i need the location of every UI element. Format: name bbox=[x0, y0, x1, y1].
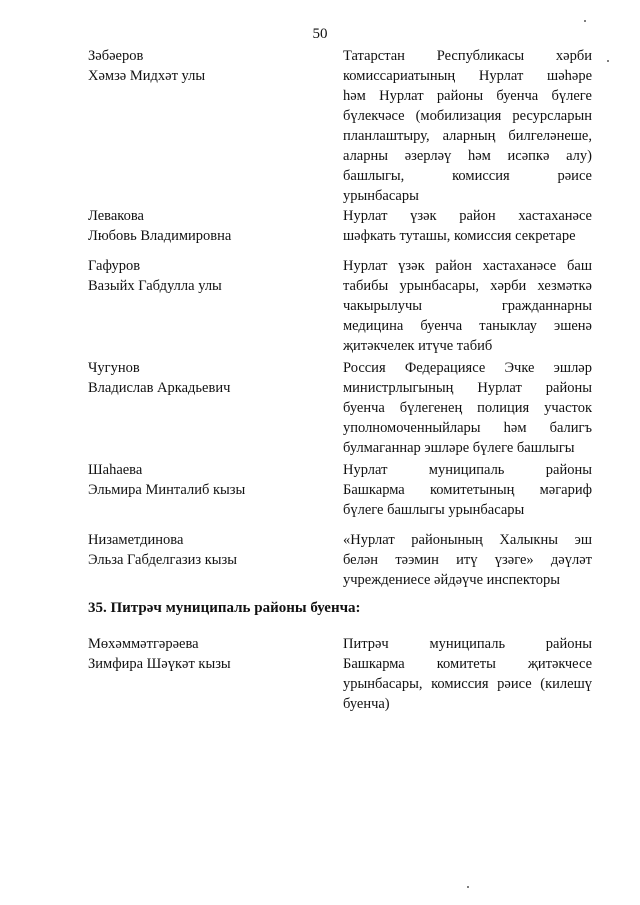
position-line: җитәкчелек итүче табиб bbox=[343, 338, 493, 354]
member-surname: Чугунов bbox=[88, 360, 140, 376]
position-line: уполномоченныйлары һәм балигъ bbox=[343, 420, 592, 436]
position-line: аларны әзерләү һәм исәпкә алу) bbox=[343, 148, 592, 164]
position-line: Башкарма комитетының мәгариф bbox=[343, 482, 592, 498]
member-surname: Гафуров bbox=[88, 258, 141, 274]
member-name bbox=[88, 256, 343, 356]
member-entry bbox=[88, 206, 592, 246]
member-name bbox=[88, 530, 343, 590]
position-line: шәфкать туташы, комиссия секретаре bbox=[343, 228, 576, 244]
position-line: Россия Федерациясе Эчке эшләр bbox=[343, 360, 592, 376]
member-surname: Мөхәммәтгәрәева bbox=[88, 636, 199, 652]
member-name bbox=[88, 358, 343, 458]
position-line: белән тәэмин итү үзәге» дәүләт bbox=[343, 552, 592, 568]
position-line: Нурлат үзәк район хастаханәсе bbox=[343, 208, 592, 224]
position-line: башлыгы, комиссия рәисе bbox=[343, 168, 592, 184]
page-number: 50 bbox=[312, 26, 328, 42]
member-position bbox=[343, 530, 592, 590]
position-line: «Нурлат районының Халыкны эш bbox=[343, 532, 592, 548]
position-line: табибы урынбасары, хәрби хезмәткә bbox=[343, 278, 592, 294]
position-line: урынбасары, комиссия рәисе (килешү bbox=[343, 676, 592, 692]
position-line: бүлекчәсе (мобилизация ресурсларын bbox=[343, 108, 592, 124]
member-given-name: Хәмзә Мидхәт улы bbox=[88, 68, 206, 84]
member-given-name: Зимфира Шәүкәт кызы bbox=[88, 656, 231, 672]
member-entry bbox=[88, 358, 592, 458]
position-line: урынбасары bbox=[343, 188, 419, 204]
member-surname: Зәбәеров bbox=[88, 48, 144, 64]
position-line: комиссариатының Нурлат шәһәре bbox=[343, 68, 592, 84]
member-entry bbox=[88, 256, 592, 356]
member-given-name: Вазыйх Габдулла улы bbox=[88, 278, 222, 294]
member-given-name: Любовь Владимировна bbox=[88, 228, 232, 244]
member-given-name: Владислав Аркадьевич bbox=[88, 380, 231, 396]
position-line: Татарстан Республикасы хәрби bbox=[343, 48, 592, 64]
position-line: буенча бүлегенең полиция участок bbox=[343, 400, 592, 416]
position-line: буенча) bbox=[343, 696, 390, 712]
position-line: булмаганнар эшләре бүлеге башлыгы bbox=[343, 440, 575, 456]
member-surname: Шаһаева bbox=[88, 462, 143, 478]
member-position bbox=[343, 206, 592, 246]
member-entry bbox=[88, 46, 592, 206]
member-entry bbox=[88, 530, 592, 590]
member-position bbox=[343, 460, 592, 520]
member-surname: Левакова bbox=[88, 208, 144, 224]
scan-speck bbox=[607, 60, 609, 62]
member-position bbox=[343, 634, 592, 714]
member-position bbox=[343, 46, 592, 206]
member-given-name: Эльза Габделгазиз кызы bbox=[88, 552, 238, 568]
position-line: Нурлат үзәк район хастаханәсе баш bbox=[343, 258, 592, 274]
position-line: бүлеге башлыгы урынбасары bbox=[343, 502, 525, 518]
member-entry bbox=[88, 460, 592, 520]
scan-speck bbox=[467, 886, 469, 888]
position-line: медицина буенча таныклау эшенә bbox=[343, 318, 592, 334]
member-surname: Низаметдинова bbox=[88, 532, 184, 548]
member-given-name: Эльмира Минталиб кызы bbox=[88, 482, 246, 498]
position-line: министрлыгының Нурлат районы bbox=[343, 380, 592, 396]
position-line: Питрәч муниципаль районы bbox=[343, 636, 592, 652]
member-entry bbox=[88, 634, 592, 714]
position-line: Нурлат муниципаль районы bbox=[343, 462, 592, 478]
member-name bbox=[88, 206, 343, 246]
member-name bbox=[88, 634, 343, 714]
scan-speck bbox=[584, 20, 586, 22]
member-position bbox=[343, 358, 592, 458]
position-line: учреждениесе әйдәүче инспекторы bbox=[343, 572, 561, 588]
position-line: планлаштыру, аларның билгеләнеше, bbox=[343, 128, 592, 144]
position-line: чакырылучы гражданнарны bbox=[343, 298, 592, 314]
member-name bbox=[88, 460, 343, 520]
position-line: һәм Нурлат районы буенча бүлеге bbox=[343, 88, 592, 104]
member-position bbox=[343, 256, 592, 356]
position-line: Башкарма комитеты җитәкчесе bbox=[343, 656, 592, 672]
member-name bbox=[88, 46, 343, 206]
section-heading: 35. Питрәч муниципаль районы буенча: bbox=[88, 600, 361, 616]
